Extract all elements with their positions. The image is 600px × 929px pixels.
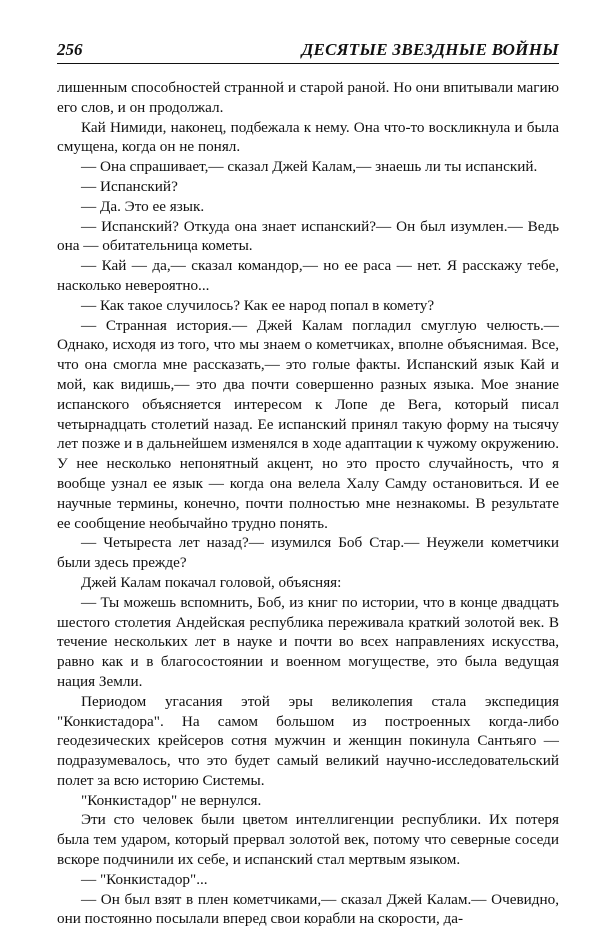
paragraph: Джей Калам покачал головой, объясняя:: [81, 573, 342, 591]
paragraph: — Он был взят в плен кометчиками,— сказал Джей Калам.— Очевидно, они постоянно посылали вперед свои корабли на скорости, да-: [57, 890, 559, 928]
paragraph: — Испанский? Откуда она знает испанский?— Он был изумлен.— Ведь она — обитательница кометы.: [57, 217, 559, 255]
body-text: [57, 78, 559, 929]
paragraph: — Кай — да,— сказал командор,— но ее раса — нет. Я расскажу тебе, насколько невероятно...: [57, 257, 559, 294]
paragraph: — Да. Это ее язык.: [81, 197, 205, 215]
running-title: ДЕСЯТЫЕ ЗВЕЗДНЫЕ ВОЙНЫ: [301, 40, 559, 59]
paragraph: — Она спрашивает,— сказал Джей Калам,— знаешь ли ты испанский.: [81, 158, 538, 176]
paragraph: — Как такое случилось? Как ее народ попал в комету?: [81, 296, 435, 314]
book-page: [57, 40, 559, 929]
paragraph: Эти сто человек были цветом интеллигенции республики. Их потеря была тем ударом, который прервал золотой век, потому что северные соседи вскоре подчинили их себе, и испанский стал мертвым языком.: [57, 811, 559, 869]
paragraph: — Четыреста лет назад?— изумился Боб Стар.— Неужели кометчики были здесь прежде?: [57, 534, 559, 572]
paragraph: лишенным способностей странной и старой раной. Но они впитывали магию его слов, и он продолжал.: [57, 79, 559, 116]
paragraph: — "Конкистадор"...: [81, 870, 208, 888]
paragraph: Кай Нимиди, наконец, подбежала к нему. Она что-то воскликнула и была смущена, когда он не понял.: [57, 118, 559, 156]
running-header: [57, 40, 559, 64]
paragraph: — Ты можешь вспомнить, Боб, из книг по истории, что в конце двадцать шестого столетия Андейская республика переживала краткий золотой век. В течение нескольких лет в науке и почти во всех направлениях искусства, равно как и в благосостоянии и военном могуществе, это была ведущая нация Земли.: [57, 593, 559, 690]
page-number: 256: [57, 40, 83, 59]
paragraph: — Испанский?: [81, 177, 178, 195]
paragraph: — Странная история.— Джей Калам погладил смуглую челюсть.— Однако, исходя из того, что мы знаем о кометчиках, вполне объяснимая. Все, что она смогла мне рассказать,— это голые факты. Испанский язык Кай и мой, как видишь,— это два почти совершенно разных языка. Мое знание испанского объясняется интересом к Лопе де Вега, который писал четырнадцать столетий назад. Ее испанский принял такую форму на тысячу лет позже и в дальнейшем изменялся в ходе адаптации к чужому окружению. У нее несколько непонятный акцент, но это просто случайность, что я вообще узнал ее язык — когда она велела Халу Самду остановиться. И ее научные термины, конечно, почти полностью мне незнакомы. В результате ее сообщение необычайно трудно понять.: [57, 316, 559, 532]
paragraph: "Конкистадор" не вернулся.: [81, 791, 262, 809]
paragraph: Периодом угасания этой эры великолепия стала экспедиция "Конкистадора". На самом большом из построенных когда-либо геодезических крейсеров сотня мужчин и женщин покинула Сантьяго — подразумевалось, что это будет самый великий научно-исследовательский полет за всю историю Системы.: [57, 692, 559, 789]
